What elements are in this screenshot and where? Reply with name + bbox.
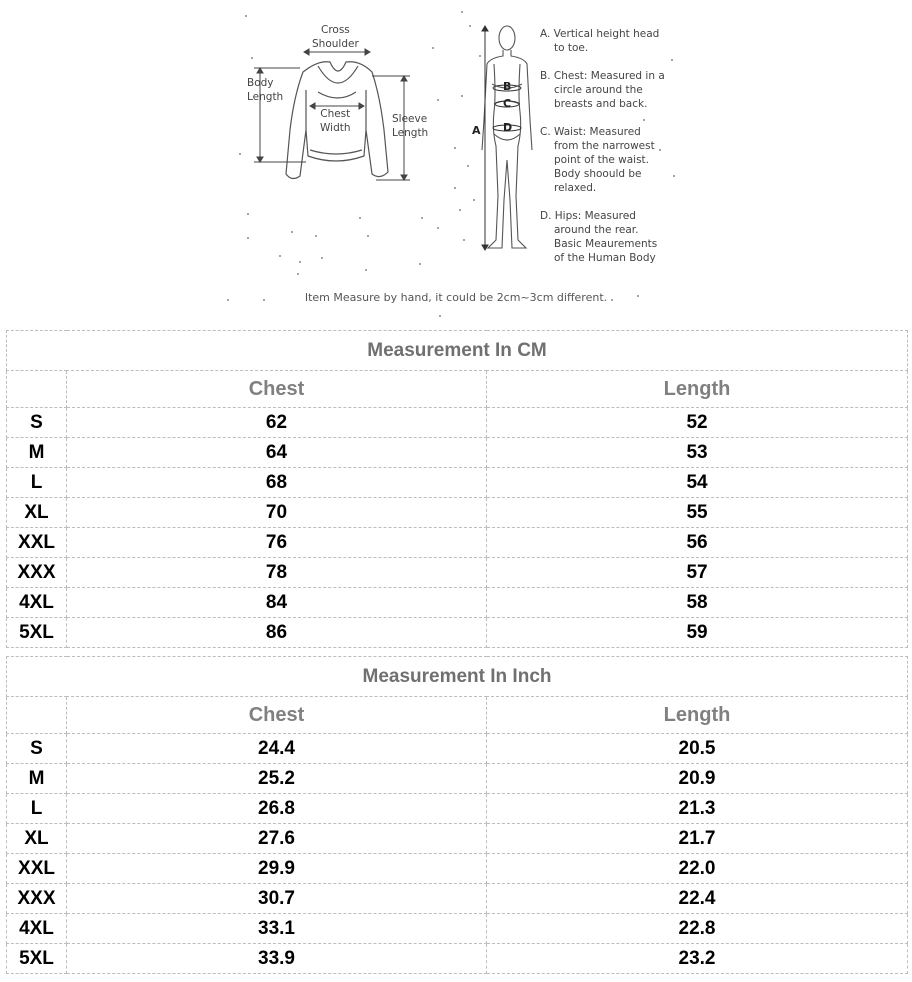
size-cell: 5XL [7,944,67,974]
chest-width-line-2: Width [320,122,351,134]
table-title: Measurement In CM [7,331,908,371]
size-cell: 5XL [7,618,67,648]
size-cell: L [7,794,67,824]
size-cell: 4XL [7,914,67,944]
body-length-line-1: Body [247,77,274,89]
human-figure [482,26,532,248]
letter-b: B [503,80,512,93]
length-cell: 54 [487,468,908,498]
note-b [540,69,665,111]
table-title-row [7,657,908,697]
note-b-line: breasts and back. [554,98,648,110]
chest-width-line-1: Chest [320,108,351,120]
length-cell: 57 [487,558,908,588]
diagram-drawing [0,0,912,320]
header-size [7,697,67,734]
length-cell: 53 [487,438,908,468]
chest-cell: 27.6 [67,824,487,854]
chest-cell: 30.7 [67,884,487,914]
size-cell: XXX [7,884,67,914]
note-c-line: from the narrowest [554,140,655,152]
measurement-diagram [0,0,912,320]
table-row [7,408,908,438]
header-length: Length [487,697,908,734]
body-length-line-2: Length [247,91,284,103]
length-cell: 20.9 [487,764,908,794]
cross-shoulder-line-2: Shoulder [312,38,359,50]
table-row [7,854,908,884]
note-c-line: relaxed. [554,182,597,194]
table-row [7,884,908,914]
cross-shoulder-line-1: Cross [320,24,350,36]
cross-shoulder-label [312,23,359,51]
size-table-inch [6,656,908,974]
size-cell: L [7,468,67,498]
size-cell: XXL [7,854,67,884]
header-size [7,371,67,408]
table-row [7,558,908,588]
length-cell: 55 [487,498,908,528]
length-cell: 21.7 [487,824,908,854]
table-title: Measurement In Inch [7,657,908,697]
table-row [7,528,908,558]
sleeve-length-line-1: Sleeve [392,113,428,125]
note-d-line: D. Hips: Measured [540,210,636,222]
table-title-row [7,331,908,371]
table-header-row [7,371,908,408]
chest-cell: 25.2 [67,764,487,794]
header-chest: Chest [67,697,487,734]
note-b-line: B. Chest: Measured in a [540,70,665,82]
header-chest: Chest [67,371,487,408]
letter-a: A [472,124,481,137]
table-row [7,764,908,794]
table-row [7,914,908,944]
sleeve-length-label [392,112,428,140]
note-c [540,125,655,195]
chest-cell: 78 [67,558,487,588]
chest-cell: 86 [67,618,487,648]
table-row [7,588,908,618]
table-row [7,498,908,528]
table-row [7,618,908,648]
table-row [7,944,908,974]
table-row [7,468,908,498]
note-c-line: Body shoould be [554,168,642,180]
chest-cell: 29.9 [67,854,487,884]
length-cell: 22.4 [487,884,908,914]
note-c-line: point of the waist. [554,154,650,166]
body-length-label [247,76,283,104]
length-cell: 22.0 [487,854,908,884]
chest-cell: 24.4 [67,734,487,764]
size-cell: XL [7,498,67,528]
sleeve-length-line-2: Length [392,127,429,139]
length-cell: 59 [487,618,908,648]
chest-cell: 68 [67,468,487,498]
length-cell: 21.3 [487,794,908,824]
chest-cell: 84 [67,588,487,618]
table-row [7,438,908,468]
table-row [7,824,908,854]
chest-cell: 62 [67,408,487,438]
length-cell: 23.2 [487,944,908,974]
note-d [540,209,657,265]
letter-d: D [503,121,513,134]
note-c-line: C. Waist: Measured [540,126,641,138]
chest-cell: 26.8 [67,794,487,824]
size-cell: XXL [7,528,67,558]
note-d-line: Basic Meaurements [554,238,658,250]
note-a [540,27,659,55]
note-d-line: of the Human Body [554,252,656,264]
table-row [7,734,908,764]
size-cell: 4XL [7,588,67,618]
table-row [7,794,908,824]
length-cell: 52 [487,408,908,438]
size-cell: XL [7,824,67,854]
note-a-line: to toe. [554,42,589,54]
size-cell: M [7,764,67,794]
chest-cell: 33.1 [67,914,487,944]
length-cell: 56 [487,528,908,558]
chest-width-label [320,107,351,135]
header-length: Length [487,371,908,408]
table-header-row [7,697,908,734]
length-cell: 20.5 [487,734,908,764]
letter-c: C [503,97,512,110]
chest-cell: 70 [67,498,487,528]
chest-cell: 76 [67,528,487,558]
measure-disclaimer: Item Measure by hand, it could be 2cm~3cm different. [304,291,608,304]
chest-cell: 64 [67,438,487,468]
note-a-line: A. Vertical height head [540,28,660,40]
chest-cell: 33.9 [67,944,487,974]
note-d-line: around the rear. [554,224,639,236]
length-cell: 22.8 [487,914,908,944]
size-table-cm [6,330,908,648]
size-cell: XXX [7,558,67,588]
size-cell: S [7,734,67,764]
note-b-line: circle around the [554,84,643,96]
size-cell: M [7,438,67,468]
length-cell: 58 [487,588,908,618]
size-cell: S [7,408,67,438]
